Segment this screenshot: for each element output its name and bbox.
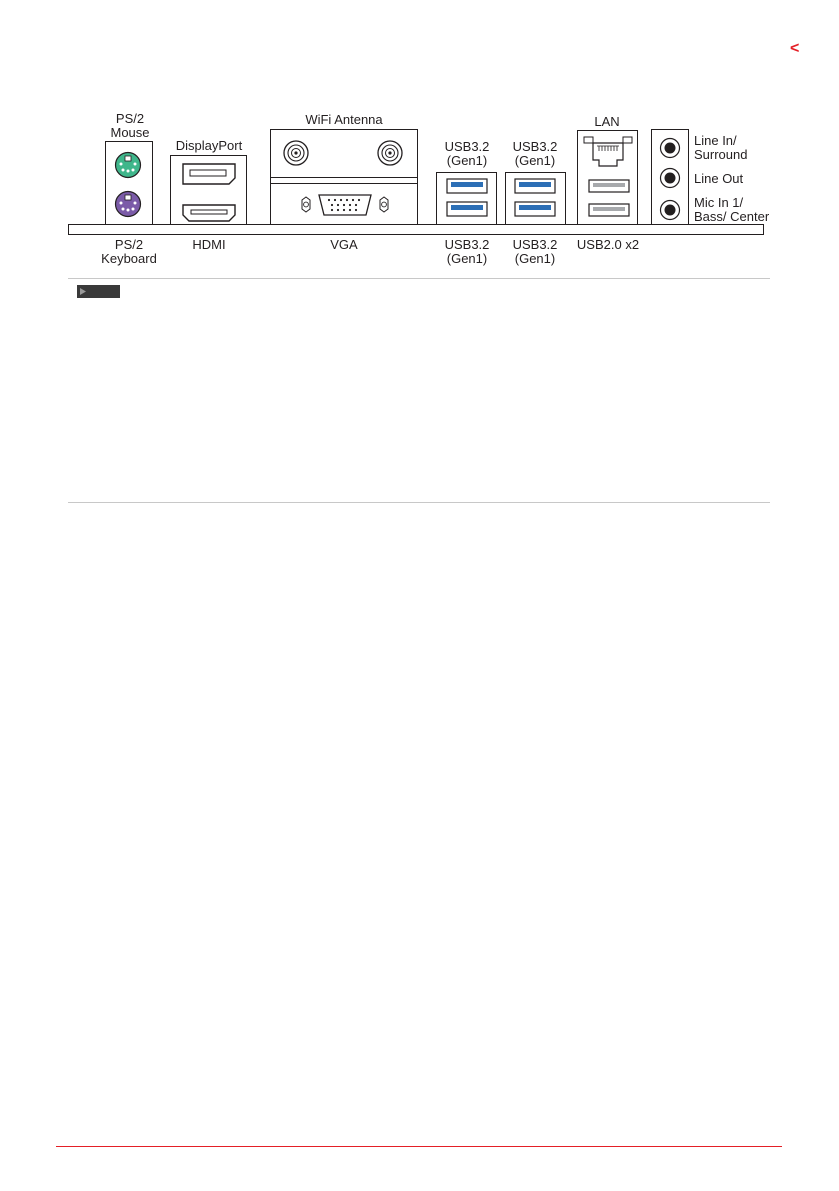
label-ps2-keyboard: PS/2 Keyboard (101, 237, 157, 266)
line-in-jack-icon (659, 137, 681, 159)
footer-rule (56, 1146, 782, 1147)
mic-in-jack-icon (659, 199, 681, 221)
vga-connector-icon (296, 192, 394, 218)
io-panel-base (68, 224, 764, 235)
ps2-keyboard-port-icon (113, 189, 143, 219)
label-usb32-bottom-2: USB3.2 (Gen1) (512, 237, 558, 266)
rear-io-panel-diagram (0, 0, 839, 280)
wifi-antenna-connector-right-icon (376, 139, 404, 167)
wifi-vga-divider-2 (270, 183, 418, 184)
usb20-port-bottom-icon (588, 203, 630, 217)
label-vga: VGA (330, 237, 358, 252)
usb20-port-top-icon (588, 179, 630, 193)
label-ps2-mouse: PS/2 Mouse (110, 111, 150, 140)
label-lan: LAN (594, 114, 620, 129)
line-out-jack-icon (659, 167, 681, 189)
label-usb32-bottom-1: USB3.2 (Gen1) (444, 237, 490, 266)
section-rule-bottom (68, 502, 770, 503)
label-mic-in: Mic In 1/ Bass/ Center (694, 195, 770, 224)
hdmi-connector-icon (181, 203, 237, 223)
label-wifi-antenna: WiFi Antenna (305, 112, 383, 127)
prev-page-icon[interactable]: < (790, 40, 800, 57)
label-hdmi: HDMI (192, 237, 226, 252)
label-usb20: USB2.0 x2 (576, 237, 640, 252)
wifi-vga-divider (270, 177, 418, 178)
usb32-port-top-2-icon (514, 178, 556, 194)
label-usb32-top-2: USB3.2 (Gen1) (512, 139, 558, 168)
ps2-mouse-port-icon (113, 150, 143, 180)
label-line-out: Line Out (694, 171, 744, 186)
note-tag (77, 285, 120, 298)
label-line-in: Line In/ Surround (694, 133, 748, 162)
lan-port-icon (583, 136, 633, 170)
displayport-connector-icon (181, 162, 237, 186)
wifi-antenna-connector-left-icon (282, 139, 310, 167)
usb32-port-bottom-2-icon (514, 201, 556, 217)
label-usb32-top-1: USB3.2 (Gen1) (444, 139, 490, 168)
label-displayport: DisplayPort (175, 138, 243, 153)
note-arrow-icon (80, 288, 87, 295)
section-rule-top (68, 278, 770, 279)
usb32-port-top-1-icon (446, 178, 488, 194)
usb32-port-bottom-1-icon (446, 201, 488, 217)
